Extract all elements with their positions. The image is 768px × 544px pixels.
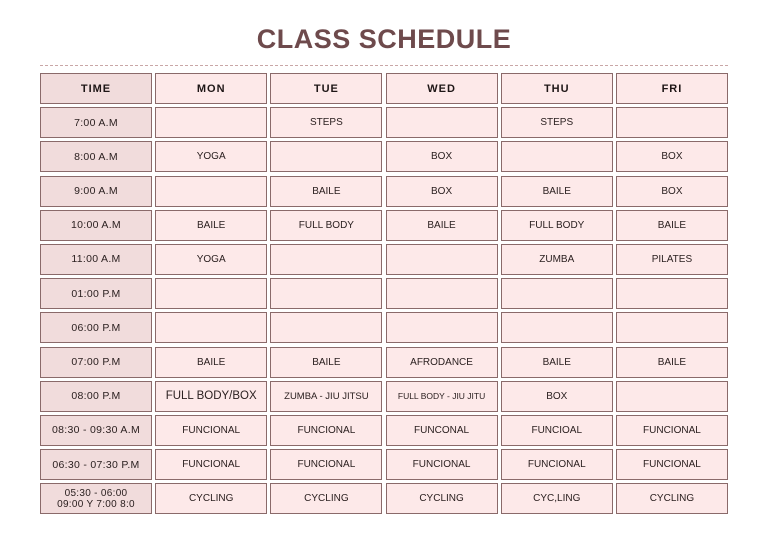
class-cell-tue: CYCLING xyxy=(270,483,382,514)
class-cell-mon xyxy=(155,312,267,343)
time-cell: 9:00 A.M xyxy=(40,176,152,207)
time-cell: 8:00 A.M xyxy=(40,141,152,172)
class-cell-fri: FUNCIONAL xyxy=(616,449,728,480)
class-cell-wed xyxy=(386,244,498,275)
page-title: CLASS SCHEDULE xyxy=(256,24,512,54)
class-cell-thu: FUNCIONAL xyxy=(501,449,613,480)
time-cell: 10:00 A.M xyxy=(40,210,152,241)
class-cell-mon: FUNCIONAL xyxy=(155,415,267,446)
class-cell-fri: BOX xyxy=(616,176,728,207)
class-cell-wed: AFRODANCE xyxy=(386,347,498,378)
class-cell-tue: FUNCIONAL xyxy=(270,415,382,446)
time-cell xyxy=(40,483,152,514)
time-cell: 06:00 P.M xyxy=(40,312,152,343)
class-cell-tue: BAILE xyxy=(270,347,382,378)
class-cell-wed xyxy=(386,312,498,343)
class-cell-wed: BAILE xyxy=(386,210,498,241)
class-cell-mon: YOGA xyxy=(155,244,267,275)
class-cell-tue: STEPS xyxy=(270,107,382,138)
time-cell: 7:00 A.M xyxy=(40,107,152,138)
class-cell-wed: CYCLING xyxy=(386,483,498,514)
class-cell-fri: BAILE xyxy=(616,347,728,378)
class-cell-mon xyxy=(155,176,267,207)
time-cell: 06:30 - 07:30 P.M xyxy=(40,449,152,480)
class-cell-wed xyxy=(386,107,498,138)
time-cell: 08:30 - 09:30 A.M xyxy=(40,415,152,446)
class-cell-fri: BOX xyxy=(616,141,728,172)
class-cell-tue: FUNCIONAL xyxy=(270,449,382,480)
class-cell-thu: BAILE xyxy=(501,347,613,378)
title-divider xyxy=(40,65,728,66)
class-cell-thu xyxy=(501,141,613,172)
class-cell-wed: BOX xyxy=(386,141,498,172)
class-cell-thu: FULL BODY xyxy=(501,210,613,241)
header-wed: WED xyxy=(386,73,498,104)
class-cell-fri xyxy=(616,312,728,343)
class-cell-tue xyxy=(270,141,382,172)
class-cell-thu: BAILE xyxy=(501,176,613,207)
class-cell-thu: CYC,LING xyxy=(501,483,613,514)
class-cell-thu: STEPS xyxy=(501,107,613,138)
class-cell-wed xyxy=(386,278,498,309)
class-cell-fri xyxy=(616,381,728,412)
class-cell-mon: FULL BODY/BOX xyxy=(155,381,267,412)
class-cell-thu xyxy=(501,312,613,343)
class-cell-thu xyxy=(501,278,613,309)
time-cell: 01:00 P.M xyxy=(40,278,152,309)
class-cell-thu: FUNCIOAL xyxy=(501,415,613,446)
time-line: 05:30 - 06:00 xyxy=(64,487,128,499)
header-tue: TUE xyxy=(270,73,382,104)
time-cell: 08:00 P.M xyxy=(40,381,152,412)
class-cell-tue xyxy=(270,244,382,275)
class-cell-mon: FUNCIONAL xyxy=(155,449,267,480)
time-cell: 07:00 P.M xyxy=(40,347,152,378)
header-thu: THU xyxy=(501,73,613,104)
class-cell-thu: ZUMBA xyxy=(501,244,613,275)
header-mon: MON xyxy=(155,73,267,104)
class-cell-tue xyxy=(270,278,382,309)
time-cell: 11:00 A.M xyxy=(40,244,152,275)
class-cell-wed: FUNCIONAL xyxy=(386,449,498,480)
class-cell-mon: BAILE xyxy=(155,347,267,378)
class-cell-wed: FUNCONAL xyxy=(386,415,498,446)
class-cell-tue xyxy=(270,312,382,343)
class-cell-mon: CYCLING xyxy=(155,483,267,514)
class-cell-wed: FULL BODY - JIU JITU xyxy=(386,381,498,412)
class-cell-mon: BAILE xyxy=(155,210,267,241)
class-cell-fri: PILATES xyxy=(616,244,728,275)
class-cell-wed: BOX xyxy=(386,176,498,207)
class-cell-fri: FUNCIONAL xyxy=(616,415,728,446)
schedule-table xyxy=(40,73,728,514)
class-cell-tue: FULL BODY xyxy=(270,210,382,241)
class-cell-mon xyxy=(155,107,267,138)
class-cell-tue: ZUMBA - JIU JITSU xyxy=(270,381,382,412)
class-cell-fri xyxy=(616,107,728,138)
class-cell-thu: BOX xyxy=(501,381,613,412)
class-cell-mon xyxy=(155,278,267,309)
class-cell-mon: YOGA xyxy=(155,141,267,172)
time-line: 09:00 Y 7:00 8:0 xyxy=(57,498,135,510)
header-fri: FRI xyxy=(616,73,728,104)
class-cell-fri xyxy=(616,278,728,309)
class-cell-tue: BAILE xyxy=(270,176,382,207)
header-time: TIME xyxy=(40,73,152,104)
class-cell-fri: CYCLING xyxy=(616,483,728,514)
class-cell-fri: BAILE xyxy=(616,210,728,241)
